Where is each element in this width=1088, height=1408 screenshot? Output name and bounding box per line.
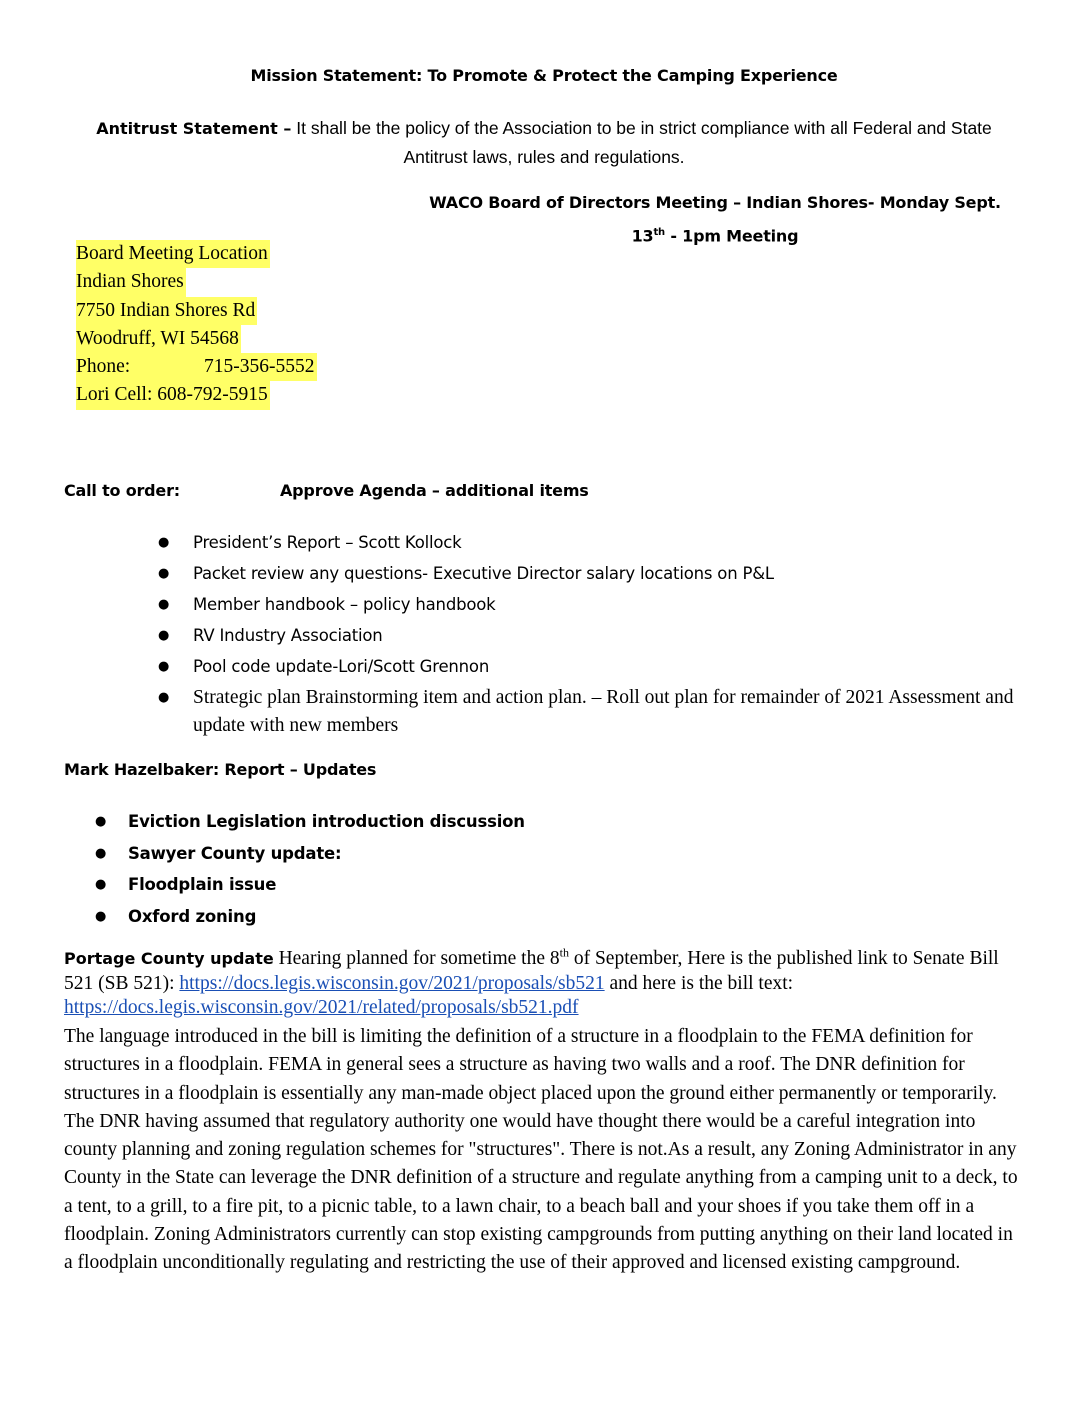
agenda-list [155,527,1035,740]
list-item: ● Pool code update-Lori/Scott Grennon [155,651,1035,682]
meeting-day-suffix: th [653,227,665,238]
mission-statement: Mission Statement: To Promote & Protect the Camping Experience [250,66,838,85]
portage-county-update: Portage County update Hearing planned for sometime the 8th of September, Here is the published link to Senate Bill 521 (SB 521): https://docs.legis.wisconsin.gov/2021/proposals/sb521 and here is the bill text: https://docs.legis.wisconsin.gov/2021/related/proposals/sb521.pdf [64,945,999,1018]
bullet-icon: ● [158,597,170,612]
location-line: 7750 Indian Shores Rd [76,297,257,325]
bullet-icon: ● [158,690,170,705]
call-to-order-label: Call to order: [64,481,180,500]
antitrust-statement [70,114,1018,171]
portage-label: Portage County update [64,949,274,968]
bullet-icon: ● [95,845,107,861]
bullet-icon: ● [158,535,170,550]
location-cell: Lori Cell: 608-792-5915 [76,381,270,409]
location-line: Indian Shores [76,268,186,296]
approve-agenda: Approve Agenda – additional items [280,481,589,500]
meeting-title [400,188,1030,251]
list-item: ● Member handbook – policy handbook [155,589,1035,620]
phone-number: 715-356-5552 [204,356,315,378]
bullet-icon: ● [95,814,107,829]
meeting-location-block [76,240,317,410]
location-line: Woodruff, WI 54568 [76,325,241,353]
list-item: ● Strategic plan Brainstorming item and action plan. – Roll out plan for remainder of 2021 Assessment and update with new members [155,682,1035,740]
list-item: ● President’s Report – Scott Kollock [155,527,1035,558]
mark-updates-list [92,806,525,932]
sb521-proposal-link[interactable]: https://docs.legis.wisconsin.gov/2021/proposals/sb521 [179,972,605,994]
list-item: ● RV Industry Association [155,620,1035,651]
bullet-icon: ● [158,628,170,643]
bullet-icon: ● [95,877,107,892]
location-line: Board Meeting Location [76,240,270,268]
list-item: ● Sawyer County update: [92,838,525,870]
antitrust-label: Antitrust Statement – [96,119,292,138]
meeting-day: 13 [631,226,654,246]
bullet-icon: ● [95,908,107,924]
meeting-title-line2 [400,218,1030,251]
antitrust-text: It shall be the policy of the Association to be in strict compliance with all Federal and State Antitrust laws, rules and regulations. [291,118,992,167]
phone-label: Phone: [76,356,131,378]
location-phone [76,353,317,381]
floodplain-explanation-paragraph: The language introduced in the bill is limiting the definition of a structure in a floodplain to the FEMA definition for structures in a floodplain. FEMA in general sees a structure as having two walls and a roof. The DNR definition for structures in a floodplain is essentially any man-made object placed upon the ground either permanently or temporarily. The DNR having assumed that regulatory authority one would have thought there would be a careful integration into county planning and zoning regulation schemes for "structures". There is not.As a result, any Zoning Administrator in any County in the State can leverage the DNR definition of a structure and regulate anything from a camping unit to a deck, to a tent, to a grill, to a fire pit, to a picnic table, to a lawn chair, to a beach ball and your shoes if you take them off in a floodplain. Zoning Administrators currently can stop existing campgrounds from putting anything on their land located in a floodplain unconditionally regulating and restricting the use of their approved and licensed existing campground. [64,1026,1018,1274]
mark-report-heading: Mark Hazelbaker: Report – Updates [64,760,377,779]
list-item: ● Eviction Legislation introduction discussion [92,806,525,838]
bullet-icon: ● [158,566,170,581]
meeting-title-line1: WACO Board of Directors Meeting – Indian Shores- Monday Sept. [429,193,1001,212]
list-item: ● Floodplain issue [92,869,525,901]
bullet-icon: ● [158,659,170,674]
list-item: ● Oxford zoning [92,901,525,933]
sb521-bill-text-link[interactable]: https://docs.legis.wisconsin.gov/2021/related/proposals/sb521.pdf [64,997,579,1018]
meeting-time: - 1pm Meeting [664,226,799,246]
list-item: ● Packet review any questions- Executive Director salary locations on P&L [155,558,1035,589]
call-to-order [64,481,589,500]
